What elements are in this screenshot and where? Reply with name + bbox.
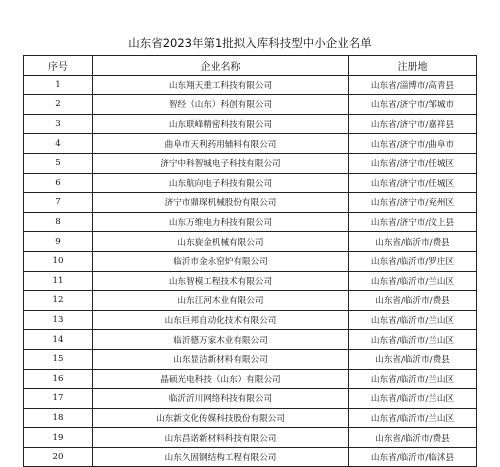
table-row: [24, 310, 477, 330]
company-name-cell: 山东联峰精密科技有限公司: [93, 114, 349, 134]
company-name-cell: 山东翔天重工科技有限公司: [93, 75, 349, 95]
company-name-cell: 智经（山东）科创有限公司: [93, 95, 349, 115]
company-name-cell: 晶硕光电科技（山东）有限公司: [93, 369, 349, 389]
serial-cell: 18: [24, 408, 93, 428]
registered-location-cell: 山东省/济宁市/曲阜市: [349, 134, 477, 154]
registered-location-cell: 山东省/临沂市/兰山区: [349, 408, 477, 428]
serial-cell: 13: [24, 310, 93, 330]
registered-location-cell: 山东省/临沂市/费县: [349, 232, 477, 252]
registered-location-cell: 山东省/济宁市/兖州区: [349, 193, 477, 213]
company-name-cell: 临沂市金永窑炉有限公司: [93, 251, 349, 271]
table-row: [24, 369, 477, 389]
serial-cell: 1: [24, 75, 93, 95]
table-row: [24, 212, 477, 232]
registered-location-cell: 山东省/淄博市/高青县: [349, 75, 477, 95]
company-name-cell: 山东旋金机械有限公司: [93, 232, 349, 252]
serial-cell: 14: [24, 330, 93, 350]
header-location: 注册地: [349, 56, 477, 76]
table-row: [24, 291, 477, 311]
table-row: [24, 232, 477, 252]
serial-cell: 5: [24, 153, 93, 173]
registered-location-cell: 山东省/临沂市/兰山区: [349, 389, 477, 409]
company-name-cell: 山东久固钢结构工程有限公司: [93, 447, 349, 467]
table-row: [24, 134, 477, 154]
table-row: [24, 193, 477, 213]
company-name-cell: 山东航向电子科技有限公司: [93, 173, 349, 193]
table-row: [24, 95, 477, 115]
table-row: [24, 408, 477, 428]
serial-cell: 4: [24, 134, 93, 154]
registered-location-cell: 山东省/济宁市/任城区: [349, 173, 477, 193]
company-name-cell: 临沂沂川网络科技有限公司: [93, 389, 349, 409]
table-row: [24, 428, 477, 448]
registered-location-cell: 山东省/济宁市/邹城市: [349, 95, 477, 115]
registered-location-cell: 山东省/临沂市/临沭县: [349, 447, 477, 467]
table-row: [24, 447, 477, 467]
serial-cell: 6: [24, 173, 93, 193]
table-header-row: [24, 56, 477, 76]
serial-cell: 2: [24, 95, 93, 115]
serial-cell: 15: [24, 349, 93, 369]
enterprise-table: [23, 55, 476, 467]
registered-location-cell: 山东省/临沂市/费县: [349, 428, 477, 448]
serial-cell: 20: [24, 447, 93, 467]
company-name-cell: 济宁中科智城电子科技有限公司: [93, 153, 349, 173]
registered-location-cell: 山东省/临沂市/兰山区: [349, 310, 477, 330]
table-row: [24, 75, 477, 95]
registered-location-cell: 山东省/临沂市/兰山区: [349, 271, 477, 291]
registered-location-cell: 山东省/临沂市/兰山区: [349, 369, 477, 389]
serial-cell: 16: [24, 369, 93, 389]
serial-cell: 3: [24, 114, 93, 134]
registered-location-cell: 山东省/济宁市/汶上县: [349, 212, 477, 232]
company-name-cell: 山东智模工程技术有限公司: [93, 271, 349, 291]
serial-cell: 8: [24, 212, 93, 232]
serial-cell: 17: [24, 389, 93, 409]
table-row: [24, 349, 477, 369]
table-row: [24, 153, 477, 173]
serial-cell: 10: [24, 251, 93, 271]
table-row: [24, 271, 477, 291]
header-company: 企业名称: [93, 56, 349, 76]
document-title: 山东省2023年第1批拟入库科技型中小企业名单: [128, 36, 372, 50]
company-name-cell: 山东新文化传媒科技股份有限公司: [93, 408, 349, 428]
registered-location-cell: 山东省/临沂市/罗庄区: [349, 251, 477, 271]
serial-cell: 9: [24, 232, 93, 252]
company-name-cell: 山东昌诺新材料科技有限公司: [93, 428, 349, 448]
table-body: [24, 75, 477, 467]
company-name-cell: 曲阜市天利药用辅料有限公司: [93, 134, 349, 154]
serial-cell: 7: [24, 193, 93, 213]
table-row: [24, 114, 477, 134]
table-row: [24, 251, 477, 271]
header-serial: 序号: [24, 56, 93, 76]
registered-location-cell: 山东省/临沂市/费县: [349, 291, 477, 311]
company-name-cell: 山东巨邦自动化技术有限公司: [93, 310, 349, 330]
company-name-cell: 山东江河木业有限公司: [93, 291, 349, 311]
table-row: [24, 173, 477, 193]
registered-location-cell: 山东省/济宁市/任城区: [349, 153, 477, 173]
company-name-cell: 山东显洁新材料有限公司: [93, 349, 349, 369]
serial-cell: 12: [24, 291, 93, 311]
registered-location-cell: 山东省/临沂市/兰山区: [349, 330, 477, 350]
registered-location-cell: 山东省/济宁市/嘉祥县: [349, 114, 477, 134]
table-row: [24, 330, 477, 350]
company-name-cell: 临沂德万家木业有限公司: [93, 330, 349, 350]
serial-cell: 19: [24, 428, 93, 448]
company-name-cell: 济宁市鼎琛机械股份有限公司: [93, 193, 349, 213]
serial-cell: 11: [24, 271, 93, 291]
registered-location-cell: 山东省/临沂市/费县: [349, 349, 477, 369]
company-name-cell: 山东万维电力科技有限公司: [93, 212, 349, 232]
table-row: [24, 389, 477, 409]
